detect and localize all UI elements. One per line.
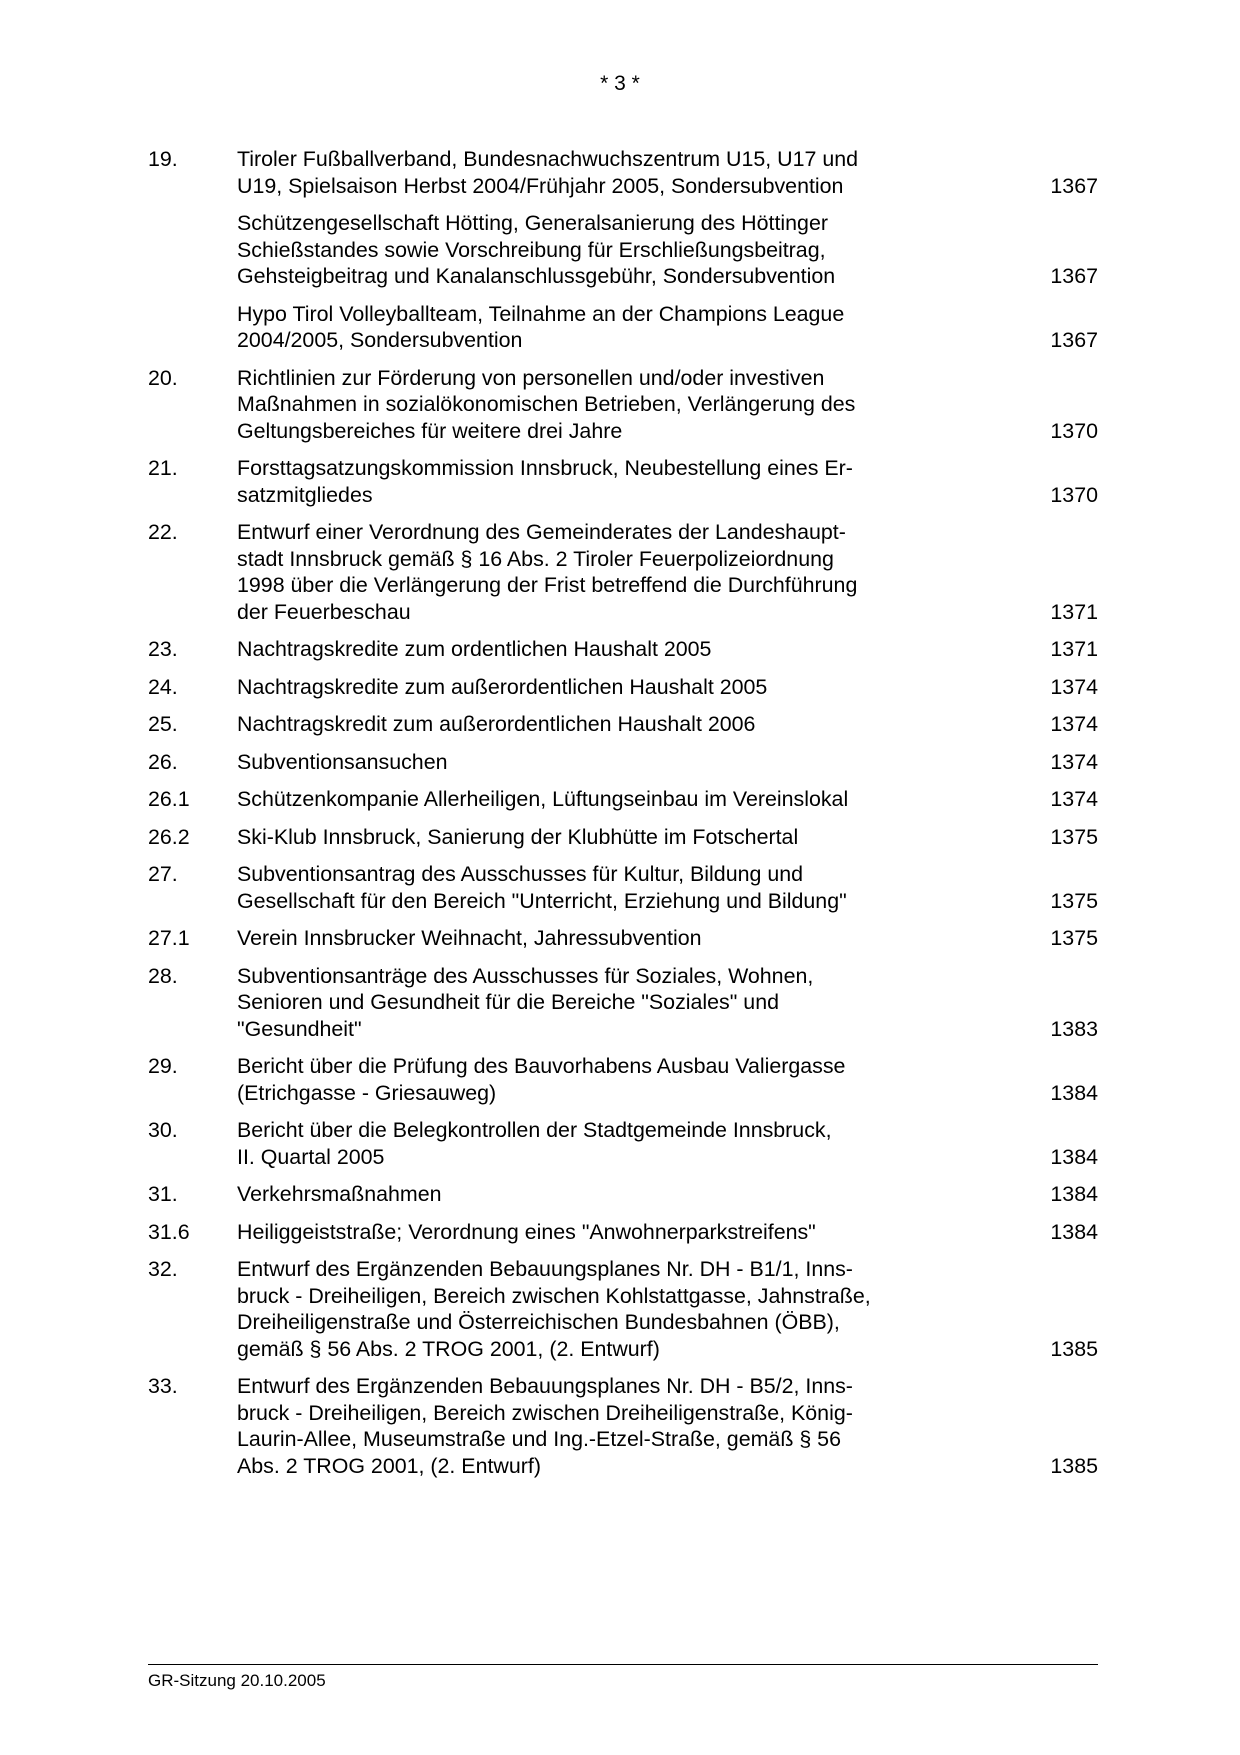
toc-entry xyxy=(148,1256,1098,1362)
toc-entry-number: 28. xyxy=(148,963,178,988)
toc-entry xyxy=(148,1373,1098,1479)
table-of-contents xyxy=(148,146,1098,1490)
toc-entry-title: Heiliggeiststraße; Verordnung eines "Anwohnerparkstreifens" xyxy=(237,1219,816,1244)
toc-entry xyxy=(148,636,1098,663)
toc-entry-title: Nachtragskredit zum außerordentlichen Haushalt 2006 xyxy=(237,712,756,736)
toc-entry-title: Ski-Klub Innsbruck, Sanierung der Klubhütte im Fotschertal xyxy=(237,824,799,849)
toc-entry-number: 31. xyxy=(148,1182,178,1206)
toc-entry-title: Tiroler Fußballverband, Bundesnachwuchszentrum U15, U17 und U19, Spielsaison Herbst 2004/Frühjahr 2005, Sondersubvention xyxy=(237,147,859,198)
toc-entry xyxy=(148,519,1098,625)
toc-entry-title: Verein Innsbrucker Weihnacht, Jahressubvention xyxy=(237,926,702,950)
toc-entry-page: 1385 xyxy=(1050,1336,1098,1361)
toc-entry-page: 1370 xyxy=(1050,418,1098,443)
toc-entry-page: 1374 xyxy=(1050,674,1098,699)
toc-entry-number: 27.1 xyxy=(148,926,190,950)
toc-entry-title: Entwurf des Ergänzenden Bebauungsplanes Nr. DH - B1/1, Inns- bruck - Dreiheiligen, Bereich zwischen Kohlstattgasse, Jahnstraße, Dreiheiligenstraße und Österreichischen Bundesbahnen (ÖBB), gemäß § 56 Abs. 2 TROG 2001, (2. Entwurf) xyxy=(237,1257,871,1361)
toc-entry xyxy=(148,1181,1098,1208)
toc-entry xyxy=(148,824,1098,851)
toc-entry-number: 26.1 xyxy=(148,787,190,811)
toc-entry-title: Subventionsantrag des Ausschusses für Kultur, Bildung und Gesellschaft für den Bereich "Unterricht, Erziehung und Bildung" xyxy=(237,862,847,913)
toc-entry-number: 26. xyxy=(148,749,178,774)
toc-entry xyxy=(148,1053,1098,1106)
toc-entry-number: 31.6 xyxy=(148,1219,190,1244)
toc-entry-number: 33. xyxy=(148,1374,178,1398)
toc-entry-title: Entwurf des Ergänzenden Bebauungsplanes Nr. DH - B5/2, Inns- bruck - Dreiheiligen, Bereich zwischen Dreiheiligenstraße, König- Laurin-Allee, Museumstraße und Ing.-Etzel-Straße, gemäß § 56 Abs. 2 TROG 2001, (2. Entwurf) xyxy=(237,1374,853,1478)
toc-entry-title: Subventionsansuchen xyxy=(237,749,448,774)
toc-entry xyxy=(148,210,1098,290)
toc-entry-page: 1384 xyxy=(1050,1219,1098,1244)
toc-entry-title: Forsttagsatzungskommission Innsbruck, Neubestellung eines Er- satzmitgliedes xyxy=(237,456,853,507)
footer-text: GR-Sitzung 20.10.2005 xyxy=(148,1671,326,1690)
toc-entry xyxy=(148,365,1098,445)
toc-entry-number: 20. xyxy=(148,365,178,390)
toc-entry-title: Hypo Tirol Volleyballteam, Teilnahme an der Champions League 2004/2005, Sondersubvention xyxy=(237,301,845,352)
toc-entry-number: 24. xyxy=(148,674,178,699)
toc-entry-title: Nachtragskredite zum außerordentlichen Haushalt 2005 xyxy=(237,674,768,699)
toc-entry-title: Bericht über die Belegkontrollen der Stadtgemeinde Innsbruck, II. Quartal 2005 xyxy=(237,1118,832,1169)
toc-entry-title: Schützenkompanie Allerheiligen, Lüftungseinbau im Vereinslokal xyxy=(237,787,849,811)
toc-entry xyxy=(148,925,1098,952)
toc-entry-page: 1384 xyxy=(1050,1182,1098,1206)
toc-entry xyxy=(148,861,1098,914)
toc-entry xyxy=(148,963,1098,1043)
toc-entry-title: Subventionsanträge des Ausschusses für Soziales, Wohnen, Senioren und Gesundheit für die Bereiche "Soziales" und "Gesundheit" xyxy=(237,963,814,1041)
toc-entry-page: 1371 xyxy=(1050,637,1098,661)
toc-entry xyxy=(148,301,1098,354)
toc-entry xyxy=(148,1219,1098,1246)
toc-entry-page: 1367 xyxy=(1050,328,1098,352)
toc-entry-number: 25. xyxy=(148,712,178,736)
toc-entry-number: 30. xyxy=(148,1118,178,1142)
toc-entry-page: 1367 xyxy=(1050,264,1098,288)
toc-entry-title: Richtlinien zur Förderung von personellen und/oder investiven Maßnahmen in sozialökonomischen Betrieben, Verlängerung des Geltungsbereiches für weitere drei Jahre xyxy=(237,365,856,443)
toc-entry-title: Schützengesellschaft Hötting, Generalsanierung des Höttinger Schießstandes sowie Vorschreibung für Erschließungsbeitrag, Gehsteigbeitrag und Kanalanschlussgebühr, Sondersubvention xyxy=(237,211,836,288)
toc-entry-page: 1375 xyxy=(1050,888,1098,913)
toc-entry-number: 22. xyxy=(148,520,178,544)
toc-entry-number: 27. xyxy=(148,862,178,886)
toc-entry-page: 1385 xyxy=(1050,1453,1098,1478)
toc-entry-page: 1384 xyxy=(1050,1080,1098,1105)
toc-entry-number: 26.2 xyxy=(148,824,190,849)
toc-entry-page: 1375 xyxy=(1050,926,1098,950)
toc-entry-number: 23. xyxy=(148,637,178,661)
toc-entry-number: 32. xyxy=(148,1257,178,1281)
page-number: * 3 * xyxy=(600,72,640,95)
toc-entry-page: 1384 xyxy=(1050,1144,1098,1169)
toc-entry-page: 1371 xyxy=(1050,599,1098,624)
toc-entry-page: 1374 xyxy=(1050,712,1098,736)
toc-entry-page: 1367 xyxy=(1050,173,1098,198)
toc-entry-page: 1375 xyxy=(1050,824,1098,849)
toc-entry-page: 1370 xyxy=(1050,482,1098,507)
toc-entry-number: 21. xyxy=(148,456,178,480)
toc-entry-title: Bericht über die Prüfung des Bauvorhabens Ausbau Valiergasse (Etrichgasse - Griesauweg) xyxy=(237,1054,846,1105)
toc-entry xyxy=(148,674,1098,701)
toc-entry-title: Nachtragskredite zum ordentlichen Haushalt 2005 xyxy=(237,637,712,661)
toc-entry-page: 1374 xyxy=(1050,787,1098,811)
toc-entry xyxy=(148,455,1098,508)
toc-entry xyxy=(148,1117,1098,1170)
toc-entry-number: 29. xyxy=(148,1054,178,1078)
footer-divider xyxy=(148,1664,1098,1665)
toc-entry-title: Verkehrsmaßnahmen xyxy=(237,1182,442,1206)
toc-entry xyxy=(148,146,1098,199)
toc-entry xyxy=(148,749,1098,776)
toc-entry xyxy=(148,711,1098,738)
toc-entry xyxy=(148,786,1098,813)
toc-entry-number: 19. xyxy=(148,147,178,171)
toc-entry-title: Entwurf einer Verordnung des Gemeinderates der Landeshaupt- stadt Innsbruck gemäß § 16 Abs. 2 Tiroler Feuerpolizeiordnung 1998 über die Verlängerung der Frist betreffend die Durchführung der Feuerbeschau xyxy=(237,520,858,624)
toc-entry-page: 1383 xyxy=(1050,1016,1098,1041)
toc-entry-page: 1374 xyxy=(1050,749,1098,774)
